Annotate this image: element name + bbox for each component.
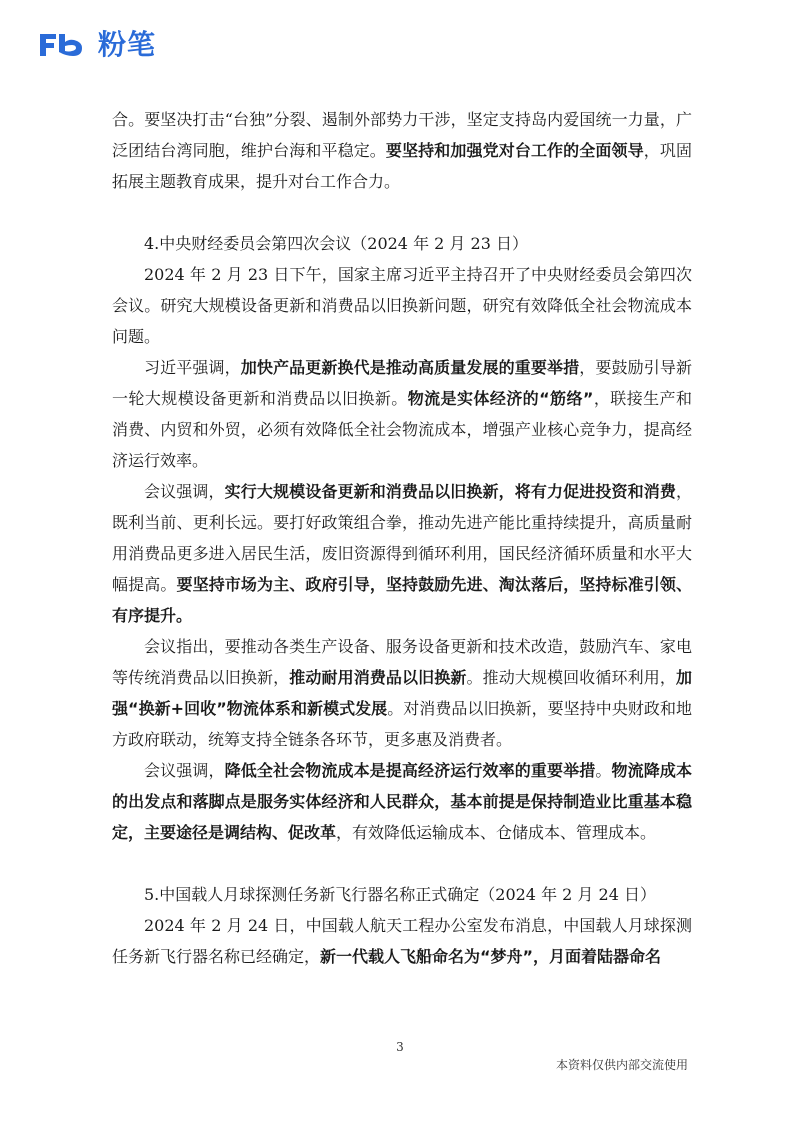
paragraph: 2024 年 2 月 23 日下午，国家主席习近平主持召开了中央财经委员会第四次会议。研究大规模设备更新和消费品以旧换新问题，研究有效降低全社会物流成本问题。 <box>112 265 692 346</box>
paragraph: 2024 年 2 月 24 日，中国载人航天工程办公室发布消息，中国载人月球探测任务新飞行器名称已经确定，新一代载人飞船命名为“梦舟”，月面着陆器命名 <box>112 916 692 966</box>
paragraph: 会议强调，实行大规模设备更新和消费品以旧换新，将有力促进投资和消费，既利当前、更利长远。要打好政策组合拳，推动先进产能比重持续提升，高质量耐用消费品更多进入居民生活，废旧资源得到循环利用，国民经济循环质量和水平大幅提高。要坚持市场为主、政府引导，坚持鼓励先进、淘汰落后，坚持标准引领、有序提升。 <box>112 482 692 625</box>
paragraph: 习近平强调，加快产品更新换代是推动高质量发展的重要举措，要鼓励引导新一轮大规模设备更新和消费品以旧换新。物流是实体经济的“筋络”，联接生产和消费、内贸和外贸，必须有效降低全社会物流成本，增强产业核心竞争力，提高经济运行效率。 <box>112 358 692 470</box>
section-heading-5: 5.中国载人月球探测任务新飞行器名称正式确定（2024 年 2 月 24 日） <box>144 885 656 904</box>
paragraph: 会议指出，要推动各类生产设备、服务设备更新和技术改造，鼓励汽车、家电等传统消费品以旧换新，推动耐用消费品以旧换新。推动大规模回收循环利用，加强“换新+回收”物流体系和新模式发展。对消费品以旧换新，要坚持中央财政和地方政府联动，统筹支持全链条各环节，更多惠及消费者。 <box>112 637 692 749</box>
document-body <box>112 104 692 972</box>
footer-note: 本资料仅供内部交流使用 <box>555 1058 688 1072</box>
paragraph: 会议强调，降低全社会物流成本是提高经济运行效率的重要举措。物流降成本的出发点和落脚点是服务实体经济和人民群众，基本前提是保持制造业比重基本稳定，主要途径是调结构、促改革，有效降低运输成本、仓储成本、管理成本。 <box>112 761 692 842</box>
fb-logo-icon <box>36 30 92 60</box>
brand-name: 粉笔 <box>98 28 157 61</box>
section-heading-4: 4.中央财经委员会第四次会议（2024 年 2 月 23 日） <box>144 234 528 253</box>
brand-logo <box>36 30 156 60</box>
page-number: 3 <box>396 1040 404 1054</box>
paragraph: 合。要坚决打击“台独”分裂、遏制外部势力干涉，坚定支持岛内爱国统一力量，广泛团结台湾同胞，维护台海和平稳定。要坚持和加强党对台工作的全面领导，巩固拓展主题教育成果，提升对台工作合力。 <box>112 110 692 191</box>
